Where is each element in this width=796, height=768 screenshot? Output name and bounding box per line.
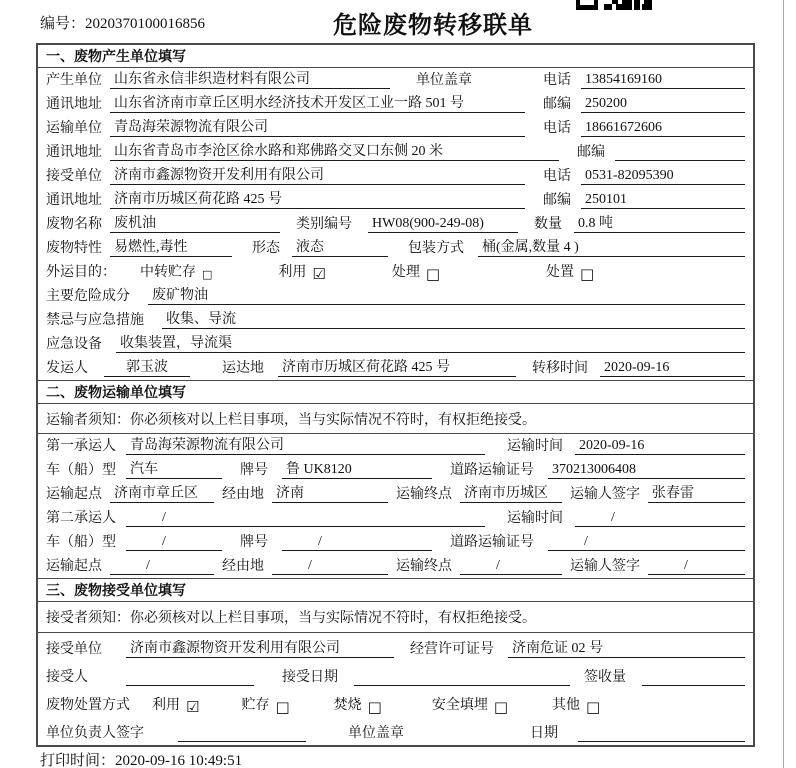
end2-value: / [460, 557, 562, 575]
row-route1 [38, 482, 753, 506]
row-receiver-address [38, 188, 753, 212]
license1-value: 370213006408 [548, 461, 745, 479]
waste-name-label: 废物名称 [46, 217, 102, 232]
permit-label: 经营许可证号 [410, 642, 494, 657]
receiver-zip-label: 邮编 [543, 193, 571, 208]
vehicle1-value: 汽车 [126, 461, 222, 479]
receiver-zip-value: 250101 [581, 191, 745, 209]
checkbox-disposal-store: □ [275, 698, 290, 716]
end1-label: 运输终点 [396, 487, 452, 502]
row-receiver [38, 164, 753, 188]
row-disposal-method [38, 689, 753, 717]
vehicle2-label: 车（船）型 [46, 535, 116, 550]
emergency-equipment-value: 收集装置，导流渠 [116, 335, 745, 353]
emergency-equipment-label: 应急设备 [46, 337, 102, 352]
row-receive-person [38, 661, 753, 689]
responsible-sign-label: 单位负责人签字 [46, 726, 144, 741]
plate1-value: 鲁 UK8120 [282, 461, 432, 479]
disposal-label: 废物处置方式 [46, 698, 130, 713]
destination-value: 济南市历城区荷花路 425 号 [278, 359, 516, 377]
purpose-option-storage-label: 中转贮存 [140, 265, 196, 280]
purpose-label: 外运目的： [46, 265, 116, 280]
receive-unit-value: 济南市鑫源物资开发利用有限公司 [126, 640, 394, 658]
doc-number-value: 2020370100016856 [85, 16, 206, 32]
date-value [578, 725, 745, 742]
second-carrier-value: / [126, 509, 485, 527]
row-emergency-measures [38, 308, 753, 332]
checkbox-disposal-incinerate: □ [367, 698, 382, 716]
emergency-measures-value: 收集、导流 [162, 311, 745, 329]
row-waste-characteristics [38, 236, 753, 260]
row-responsible-signature [38, 717, 753, 745]
waste-name-value: 废机油 [110, 215, 280, 233]
transporter-phone-value: 18661672606 [581, 119, 745, 137]
row-waste-name [38, 212, 753, 236]
section-3-title: 三、废物接受单位填写 [38, 578, 753, 602]
via1-value: 济南 [272, 485, 388, 503]
via2-label: 经由地 [222, 559, 264, 574]
disposal-option-landfill-label: 安全填埋 [431, 698, 488, 713]
section-3-note: 接受者须知：你必须核对以上栏目事项，当与实际情况不符时，有权拒绝接受。 [38, 602, 753, 633]
first-carrier-value: 青岛海荣源物流有限公司 [126, 437, 485, 455]
receiver-value: 济南市鑫源物资开发利用有限公司 [110, 167, 525, 185]
purpose-option-utilize-label: 利用 [278, 265, 307, 280]
transport-time1-label: 运输时间 [507, 439, 563, 454]
row-transporter-address [38, 140, 753, 164]
row-receive-unit [38, 633, 753, 661]
hazard-label: 主要危险成分 [46, 289, 130, 304]
license1-label: 道路运输证号 [450, 463, 534, 478]
checkbox-utilize: ☑ [312, 265, 326, 283]
disposal-option-other-label: 其他 [552, 698, 581, 713]
transporter-zip-value [615, 144, 745, 161]
checkbox-storage: □ [202, 268, 213, 281]
characteristics-label: 废物特性 [46, 241, 102, 256]
row-second-carrier [38, 506, 753, 530]
via2-value: / [272, 557, 388, 575]
checkbox-disposal-utilize: ☑ [186, 698, 200, 716]
vehicle1-label: 车（船）型 [46, 463, 116, 478]
section-2-note: 运输者须知：你必须核对以上栏目事项，当与实际情况不符时，有权拒绝接受。 [38, 404, 753, 434]
disposal-option-incinerate-label: 焚烧 [333, 698, 362, 713]
checkbox-dispose: □ [580, 265, 595, 283]
quantity-label: 数量 [534, 217, 562, 232]
category-value: HW08(900-249-08) [368, 215, 518, 233]
emergency-measures-label: 禁忌与应急措施 [46, 313, 144, 328]
first-carrier-label: 第一承运人 [46, 439, 116, 454]
sign1-label: 运输人签字 [570, 487, 640, 502]
form-value: 液态 [292, 239, 388, 257]
transporter-value: 青岛海荣源物流有限公司 [110, 119, 525, 137]
received-qty-label: 签收量 [584, 670, 626, 685]
unit-seal-label: 单位盖章 [416, 73, 472, 88]
producer-label: 产生单位 [46, 73, 102, 88]
qr-code-fragment [576, 0, 652, 10]
sign1-value: 张春雷 [648, 485, 745, 503]
shipper-label: 发运人 [46, 361, 88, 376]
receiver-phone-value: 0531-82095390 [581, 167, 745, 185]
row-vehicle1 [38, 458, 753, 482]
producer-address-label: 通讯地址 [46, 97, 102, 112]
producer-zip-label: 邮编 [543, 97, 571, 112]
receive-person-label: 接受人 [46, 670, 88, 685]
plate2-value: / [282, 533, 432, 551]
row-vehicle2 [38, 530, 753, 554]
license2-value: / [548, 533, 745, 551]
responsible-sign-value [178, 725, 306, 742]
form-label: 形态 [252, 241, 280, 256]
receive-date-label: 接受日期 [282, 670, 338, 685]
sign2-label: 运输人签字 [570, 559, 640, 574]
origin1-value: 济南市章丘区 [110, 485, 214, 503]
hazard-value: 废矿物油 [148, 287, 745, 305]
row-transporter [38, 116, 753, 140]
print-time [40, 749, 242, 768]
plate1-label: 牌号 [240, 463, 268, 478]
end2-label: 运输终点 [396, 559, 452, 574]
receiver-phone-label: 电话 [543, 169, 571, 184]
disposal-option-store-label: 贮存 [241, 698, 270, 713]
producer-phone-value: 13854169160 [581, 71, 745, 89]
category-label: 类别编号 [296, 217, 352, 232]
row-first-carrier [38, 434, 753, 458]
transporter-label: 运输单位 [46, 121, 102, 136]
print-time-value: 2020-09-16 10:49:51 [115, 753, 243, 768]
producer-zip-value: 250200 [581, 95, 745, 113]
row-shipper [38, 356, 753, 380]
doc-number-label: 编号： [40, 16, 86, 32]
transporter-phone-label: 电话 [543, 121, 571, 136]
transporter-address-value: 山东省青岛市李沧区徐水路和郑佛路交叉口东侧 20 米 [110, 143, 559, 161]
manifest-form [36, 43, 755, 747]
transport-time2-label: 运输时间 [507, 511, 563, 526]
row-emergency-equipment [38, 332, 753, 356]
quantity-value: 0.8 吨 [574, 215, 745, 233]
section-1-title: 一、废物产生单位填写 [38, 45, 753, 68]
vehicle2-value: / [126, 533, 222, 551]
row-transfer-purpose [38, 260, 753, 284]
row-producer-address [38, 92, 753, 116]
transporter-address-label: 通讯地址 [46, 145, 102, 160]
origin2-label: 运输起点 [46, 559, 102, 574]
received-qty-value [642, 669, 745, 686]
unit-seal2-label: 单位盖章 [348, 726, 404, 741]
date-label: 日期 [530, 726, 558, 741]
transfer-time-value: 2020-09-16 [600, 359, 745, 377]
origin1-label: 运输起点 [46, 487, 102, 502]
page-edge-divider [783, 0, 784, 768]
characteristics-value: 易燃性,毒性 [110, 239, 232, 257]
shipper-value: 郭玉波 [104, 359, 190, 377]
purpose-option-treat-label: 处理 [391, 265, 420, 280]
row-hazard-components [38, 284, 753, 308]
via1-label: 经由地 [222, 487, 264, 502]
producer-address-value: 山东省济南市章丘区明水经济技术开发区工业一路 501 号 [110, 95, 525, 113]
destination-label: 运达地 [222, 361, 264, 376]
sign2-value: / [648, 557, 745, 575]
row-route2 [38, 554, 753, 578]
checkbox-treat: □ [425, 265, 441, 283]
page-title: 危险废物转移联单 [333, 13, 533, 39]
print-time-label: 打印时间： [40, 753, 116, 768]
plate2-label: 牌号 [240, 535, 268, 550]
producer-phone-label: 电话 [543, 73, 571, 88]
end1-value: 济南市历城区 [460, 485, 562, 503]
disposal-option-utilize-label: 利用 [152, 698, 180, 713]
row-producer [38, 68, 753, 92]
doc-number [40, 12, 205, 33]
checkbox-disposal-other: □ [586, 698, 601, 716]
receive-unit-label: 接受单位 [46, 642, 102, 657]
packaging-value: 桶(金属,数量 4 ) [478, 239, 745, 257]
transport-time1-value: 2020-09-16 [575, 437, 745, 455]
second-carrier-label: 第二承运人 [46, 511, 116, 526]
permit-value: 济南危证 02 号 [508, 640, 745, 658]
section-2-title: 二、废物运输单位填写 [38, 380, 753, 404]
receive-date-value [354, 669, 570, 686]
receiver-label: 接受单位 [46, 169, 102, 184]
packaging-label: 包装方式 [408, 241, 464, 256]
origin2-value: / [110, 557, 214, 575]
receiver-address-label: 通讯地址 [46, 193, 102, 208]
receiver-address-value: 济南市历城区荷花路 425 号 [110, 191, 525, 209]
receive-person-value [126, 669, 254, 686]
license2-label: 道路运输证号 [450, 535, 534, 550]
transport-time2-value: / [575, 509, 745, 527]
transfer-time-label: 转移时间 [532, 361, 588, 376]
purpose-option-dispose-label: 处置 [546, 265, 575, 280]
transporter-zip-label: 邮编 [577, 145, 605, 160]
producer-value: 山东省永信非织造材料有限公司 [110, 71, 390, 89]
checkbox-disposal-landfill: □ [493, 698, 509, 716]
